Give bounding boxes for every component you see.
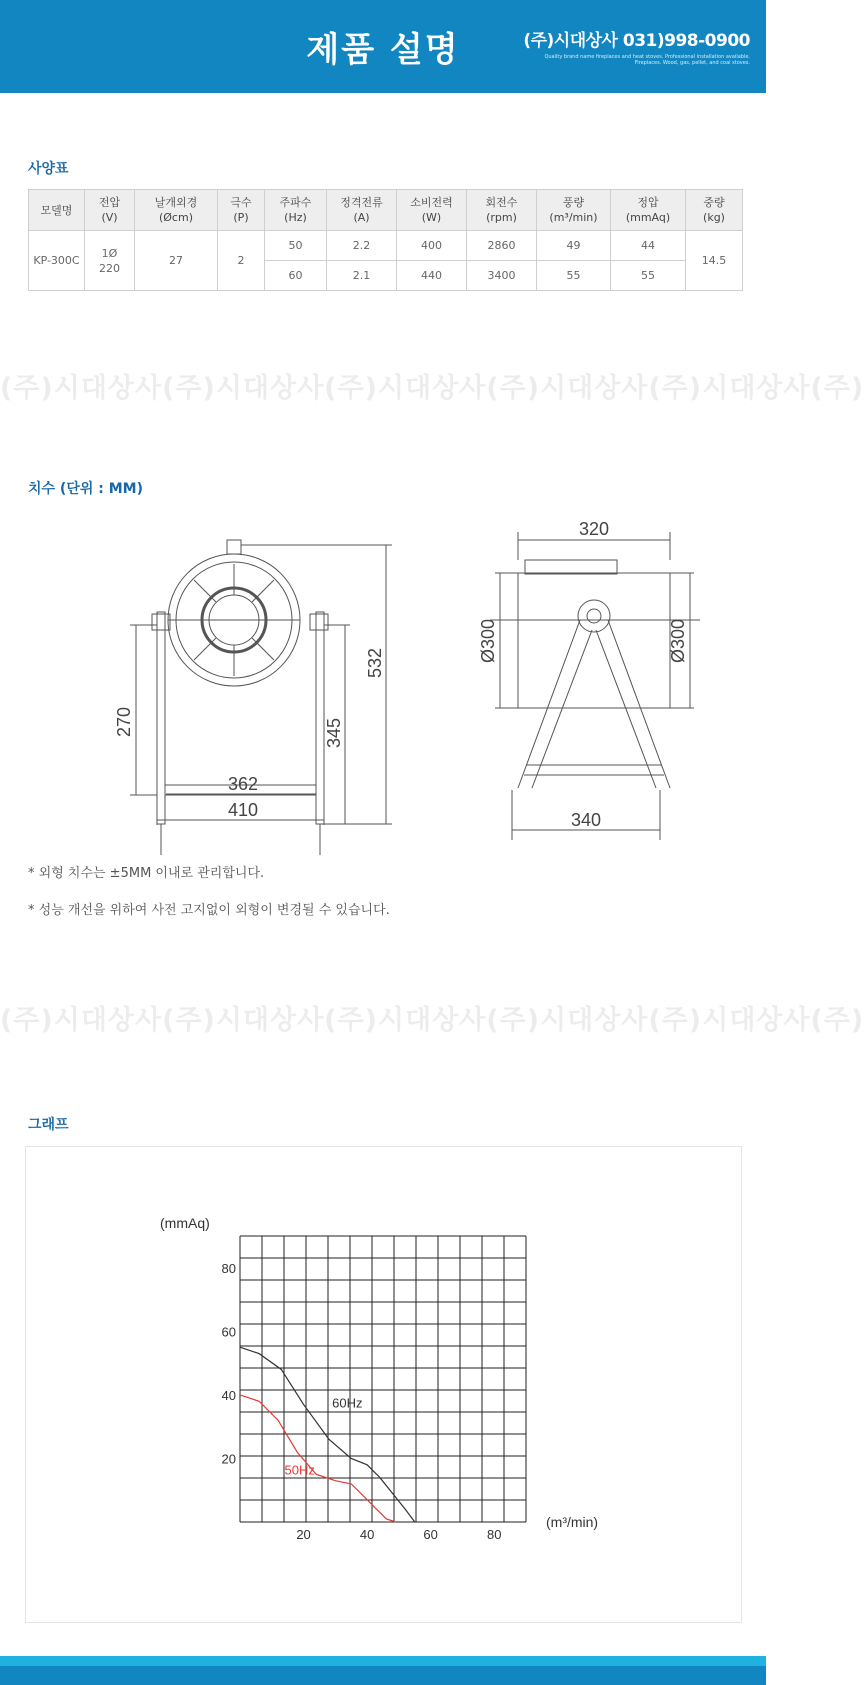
watermark: (주)시대상사(주)시대상사(주)시대상사(주)시대상사(주)시대상사(주) [0,373,864,404]
spec-header-cell: 정격전류 (A) [327,190,397,231]
spec-header-cell: 소비전력 (W) [397,190,467,231]
x-axis-label: (m³/min) [546,1514,599,1530]
dim-532: 532 [365,647,385,679]
dim-320: 320 [578,519,610,539]
spec-header-cell: 전압 (V) [85,190,135,231]
brand-tagline: Quality brand name fireplaces and heat stoves. Professional installation available. Fireplaces. Wood, gas, pellet, and coal stoves. [544,54,750,66]
x-tick-label: 20 [296,1527,311,1542]
spec-header-cell: 모델명 [29,190,85,231]
cell-weight: 14.5 [686,231,743,291]
footer-stripe [0,1656,766,1666]
y-tick-label: 40 [221,1387,236,1403]
cell-power: 400 [397,231,467,261]
cell-model: KP-300C [29,231,85,291]
header [0,0,766,93]
x-tick-label: 60 [423,1527,438,1542]
dim-340: 340 [570,810,602,830]
cell-pressure: 55 [611,261,686,291]
cell-airflow: 49 [537,231,611,261]
dimension-drawing-bottom [100,760,700,840]
table-row [29,231,743,261]
watermark: (주)시대상사(주)시대상사(주)시대상사(주)시대상사(주)시대상사(주) [0,1005,864,1036]
series-label-50Hz: 50Hz [284,1462,315,1478]
footer-bar [0,1666,766,1685]
cell-voltage: 1Ø 220 [85,231,135,291]
y-tick-label: 80 [221,1260,236,1276]
page-title: 제품 설명 [306,30,460,70]
y-tick-label: 20 [221,1451,236,1467]
dimensions-title: 치수 (단위 : MM) [28,481,143,497]
y-axis-label: (mmAq) [160,1215,210,1231]
cell-hz: 60 [265,261,327,291]
cell-airflow: 55 [537,261,611,291]
cell-rpm: 3400 [467,261,537,291]
dim-270: 270 [114,706,134,738]
cell-pressure: 44 [611,231,686,261]
spec-header-cell: 극수 (P) [218,190,265,231]
graph-title: 그래프 [28,1117,69,1133]
spec-table [28,189,743,291]
chart-grid [240,1236,526,1522]
spec-header-cell: 회전수 (rpm) [467,190,537,231]
brand [523,26,750,66]
cell-poles: 2 [218,231,265,291]
dim-362: 362 [227,774,259,794]
cell-current: 2.2 [327,231,397,261]
x-tick-label: 80 [486,1527,502,1542]
cell-hz: 50 [265,231,327,261]
performance-chart [130,1215,630,1545]
spec-header-cell: 정압 (mmAq) [611,190,686,231]
x-tick-label: 40 [359,1527,375,1542]
chart-lines [240,1347,415,1522]
cell-blade: 27 [135,231,218,291]
spec-title: 사양표 [28,161,69,177]
dim-410: 410 [227,800,259,820]
note-tolerance: * 외형 치수는 ±5MM 이내로 관리합니다. [28,866,265,881]
spec-header-cell: 중량 (kg) [686,190,743,231]
brand-name: (주)시대상사 031)998-0900 [523,31,750,51]
y-tick-label: 60 [221,1324,236,1340]
spec-header-row [29,190,743,231]
dim-o300-right: Ø300 [668,618,688,664]
dim-345: 345 [324,717,344,749]
cell-power: 440 [397,261,467,291]
cell-current: 2.1 [327,261,397,291]
dim-o300-left: Ø300 [478,618,498,664]
spec-header-cell: 날개외경 (Øcm) [135,190,218,231]
spec-header-cell: 주파수 (Hz) [265,190,327,231]
cell-rpm: 2860 [467,231,537,261]
chart-labels [160,1215,598,1542]
series-label-60Hz: 60Hz [332,1395,363,1411]
spec-header-cell: 풍량 (m³/min) [537,190,611,231]
series-line-60Hz [240,1347,415,1522]
note-design-change: * 성능 개선을 위하여 사전 고지없이 외형이 변경될 수 있습니다. [28,903,390,918]
